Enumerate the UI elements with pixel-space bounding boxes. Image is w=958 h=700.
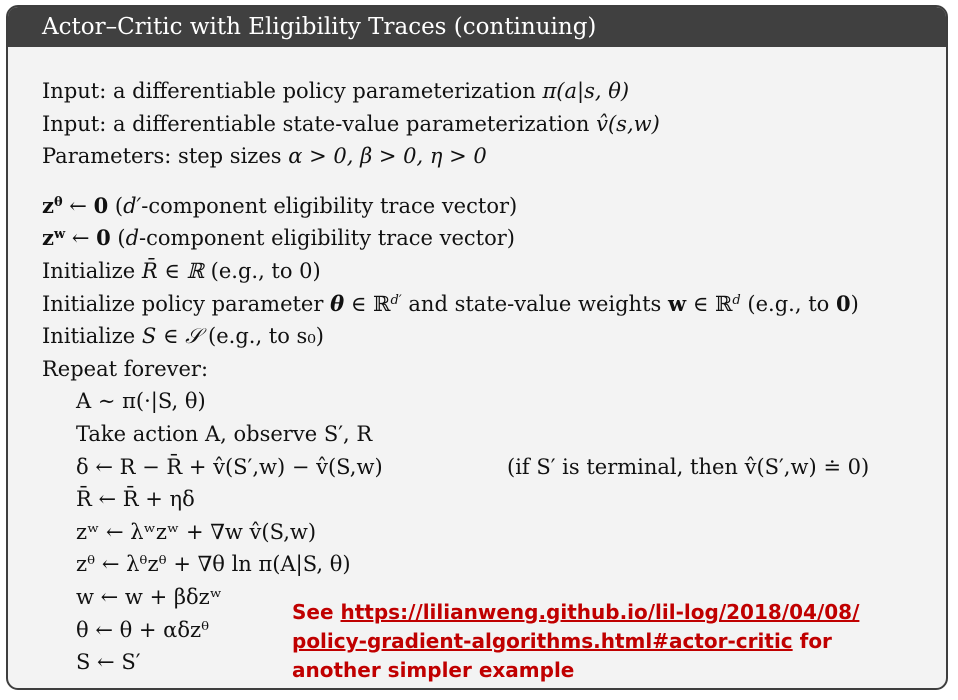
reference-link-part-1[interactable]: https://lilianweng.github.io/lil-log/2018/04/08/ [340, 600, 860, 624]
rbar-suffix: (e.g., to 0) [203, 258, 321, 283]
action-sample-line: A ∼ π(·|S, θ) [76, 389, 206, 414]
z-theta-update-line: zᶿ ← λᶿzᶿ + ∇θ ln π(A|S, θ) [76, 552, 351, 577]
params-theta: θ [330, 290, 345, 316]
z-theta-zero: 0 [93, 192, 109, 218]
params-dim: d′ [390, 292, 402, 308]
z-theta-dim: d′ [123, 193, 142, 218]
state-prefix: Initialize [42, 324, 142, 349]
params-in: ∈ ℝ [344, 291, 391, 316]
z-w-comment: -component eligibility trace vector) [139, 226, 515, 251]
z-w-zero: 0 [96, 225, 111, 251]
z-w-update-line: zʷ ← λʷzʷ + ∇w v̂(S,w) [76, 519, 317, 544]
params-w: w [667, 290, 687, 316]
parameters-text: Parameters: step sizes [42, 144, 289, 169]
theta-update-line: θ ← θ + αδzᶿ [76, 617, 210, 642]
init-rbar-line [42, 255, 946, 288]
z-w-vec: z [42, 225, 54, 251]
rbar-prefix: Initialize [42, 258, 142, 283]
input-policy-math: π(a|s, θ) [542, 79, 630, 103]
z-w-open: ( [110, 226, 126, 251]
state-suffix: (e.g., to s₀) [201, 324, 324, 349]
z-theta-open: ( [108, 193, 124, 218]
note-line-2 [292, 627, 942, 656]
delta-line [42, 451, 946, 484]
z-w-sup: w [53, 227, 66, 243]
reference-link-part-2[interactable]: policy-gradient-algorithms.html#actor-critic [292, 629, 793, 653]
state-math: S ∈ 𝒮 [141, 324, 202, 349]
init-params-line [42, 288, 946, 321]
z-theta-arrow: ← [62, 193, 94, 218]
delta-equation: δ ← R − R̄ + v̂(S′,w) − v̂(S,w) [76, 454, 383, 479]
params-mid: and state-value weights [401, 291, 668, 316]
params-prefix: Initialize policy parameter [42, 291, 331, 316]
params-in2: ∈ ℝ [686, 291, 733, 316]
note-prefix: See [292, 600, 341, 624]
init-state-line [42, 320, 946, 353]
z-w-arrow: ← [65, 226, 97, 251]
note-line-3: another simpler example [292, 658, 575, 682]
algorithm-box [6, 5, 948, 690]
input-value-text: Input: a differentiable state-value parameterization [42, 111, 597, 136]
init-z-w-line [42, 222, 946, 255]
params-suffix-b: ) [850, 291, 859, 316]
input-value-math: v̂(s,w) [596, 111, 660, 136]
params-dim2: d [732, 292, 741, 308]
repeat-line: Repeat forever: [42, 356, 209, 381]
z-theta-sup: θ [53, 194, 63, 210]
input-policy-line [42, 75, 946, 108]
parameters-line [42, 140, 946, 173]
rbar-update-line: R̄ ← R̄ + ηδ [76, 487, 195, 512]
w-update-line: w ← w + βδzʷ [76, 584, 222, 609]
rbar-math: R̄ ∈ ℝ [141, 258, 204, 283]
note-suffix: for [792, 629, 832, 653]
input-policy-text: Input: a differentiable policy parameterization [42, 79, 543, 103]
params-suffix-zero: 0 [835, 290, 851, 316]
z-w-dim: d [125, 226, 140, 251]
z-theta-comment: -component eligibility trace vector) [141, 193, 518, 218]
z-theta-vec: z [42, 192, 54, 218]
input-value-line [42, 108, 946, 141]
params-suffix-a: (e.g., to [740, 291, 836, 316]
init-z-theta-line [42, 190, 946, 223]
take-action-line: Take action A, observe S′, R [76, 421, 373, 446]
terminal-note: (if S′ is terminal, then v̂(S′,w) ≐ 0) [507, 454, 870, 479]
algorithm-title: Actor–Critic with Eligibility Traces (continuing) [8, 7, 946, 47]
parameters-math: α > 0, β > 0, η > 0 [288, 144, 487, 169]
note-line-1 [292, 598, 942, 627]
algorithm-body [42, 75, 946, 679]
reference-note [292, 598, 942, 685]
s-update-line: S ← S′ [76, 650, 141, 675]
